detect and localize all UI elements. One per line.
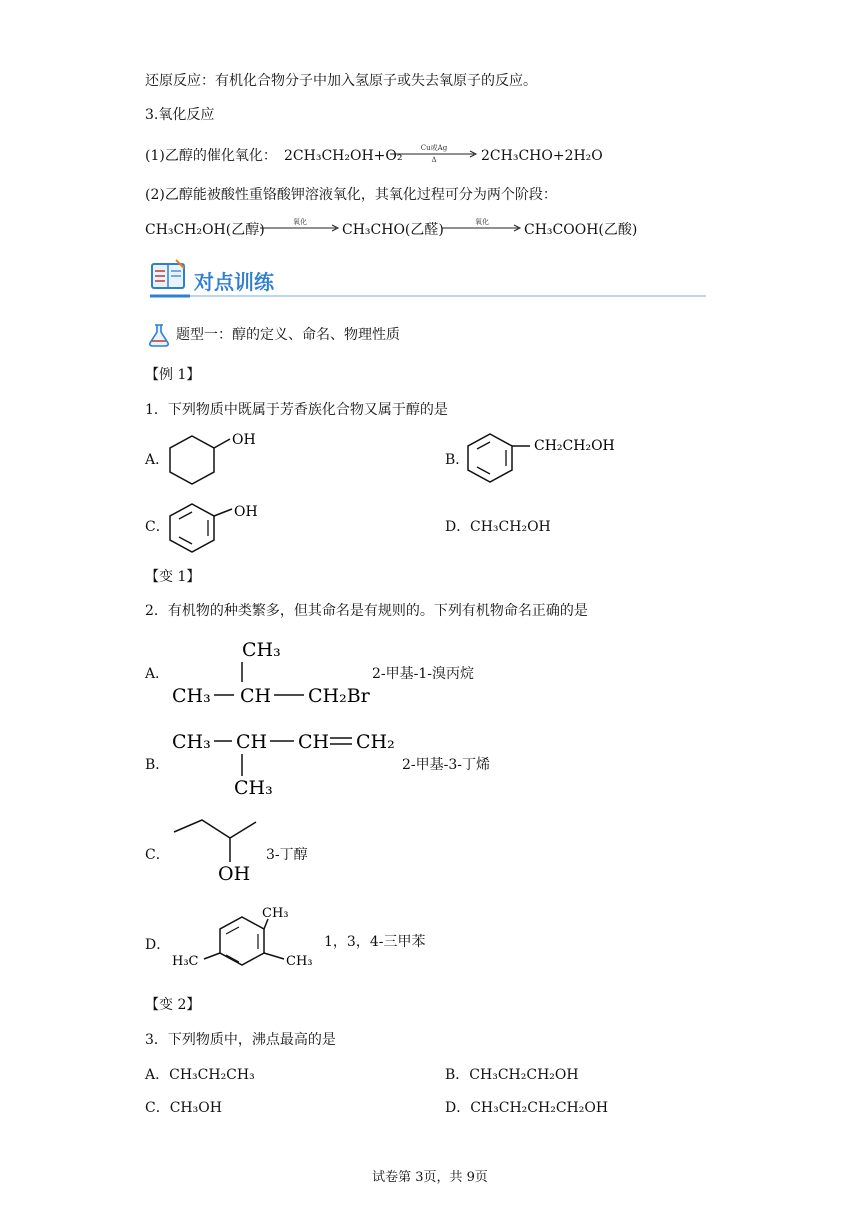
q1-option-c-label: C． (145, 519, 170, 535)
q2-tag: 【变 1】 (145, 569, 201, 585)
q2-option-a-structure (170, 634, 370, 714)
q2-b-ch: CH (236, 731, 268, 753)
q2-option-b-label: B． (145, 757, 170, 773)
q2-option-a-label: A． (145, 666, 170, 682)
q2-option-c-structure (170, 812, 265, 884)
q3-option-c: C．CH₃OH (145, 1100, 222, 1116)
phenylethanol-structure (464, 428, 624, 490)
q2-option-b-name: 2-甲基-3-丁烯 (402, 757, 491, 773)
ethanol-label: CH₃CH₂OH(乙醇) (145, 222, 265, 238)
q1-option-a-label: A． (145, 452, 170, 468)
q2-d-h3c: H₃C (172, 954, 199, 969)
q3-option-b: B．CH₃CH₂CH₂OH (445, 1067, 579, 1083)
q2-a-ch2br: CH₂Br (308, 685, 370, 707)
eq1-condition-bottom: Δ (431, 156, 437, 164)
q3-option-a: A．CH₃CH₂CH₃ (145, 1067, 255, 1083)
q2-option-c-label: C． (145, 847, 170, 863)
q3-stem: 3．下列物质中，沸点最高的是 (145, 1032, 336, 1048)
oxidation-arrow-1-label: 氧化 (293, 218, 307, 226)
q1-option-d-label: D． (445, 519, 471, 535)
q2-option-c-name: 3-丁醇 (266, 847, 308, 863)
q3-tag: 【变 2】 (145, 997, 201, 1013)
q2-option-b-structure (170, 724, 400, 804)
q2-b-ch3: CH₃ (172, 731, 211, 753)
section-oxidation-title: 3.氧化反应 (145, 107, 215, 123)
phenol-oh: OH (234, 504, 258, 520)
q1-option-b-label: B． (445, 452, 470, 468)
q2-option-d-structure (170, 903, 322, 975)
q2-stem: 2．有机物的种类繁多，但其命名是有规则的。下列有机物命名正确的是 (145, 603, 588, 619)
q2-a-ch: CH (240, 685, 272, 707)
topic-label: 题型一：醇的定义、命名、物理性质 (176, 327, 400, 343)
q2-a-ch3-top: CH₃ (242, 639, 281, 661)
flask-icon (146, 322, 172, 348)
reduction-definition: 还原反应：有机化合物分子中加入氢原子或失去氧原子的反应。 (145, 73, 537, 89)
q1-option-d-text: CH₃CH₂OH (470, 519, 551, 535)
eq1-prefix: (1)乙醇的催化氧化： (145, 148, 277, 164)
q2-d-ch3-right: CH₃ (286, 954, 313, 969)
oxidation-arrow-2 (442, 218, 522, 238)
q1-tag: 【例 1】 (145, 367, 201, 383)
eq1-condition-top: Cu或Ag (420, 144, 448, 152)
q2-d-ch3-top: CH₃ (262, 906, 289, 921)
phenylethanol-group: CH₂CH₂OH (534, 438, 615, 454)
cyclohexanol-oh: OH (232, 432, 256, 448)
q3-option-d: D．CH₃CH₂CH₂CH₂OH (445, 1100, 609, 1116)
eq1-arrow (390, 144, 478, 168)
q2-option-d-name: 1，3，4-三甲苯 (324, 934, 426, 950)
q2-option-d-label: D． (145, 937, 171, 953)
eq1-reactants: 2CH₃CH₂OH+O₂ (284, 148, 403, 164)
q2-b-ch-b: CH (298, 731, 330, 753)
q2-c-oh: OH (218, 863, 251, 884)
q2-a-ch3: CH₃ (172, 685, 211, 707)
page-footer: 试卷第 3页，共 9页 (372, 1170, 488, 1185)
q1-stem: 1．下列物质中既属于芳香族化合物又属于醇的是 (145, 402, 448, 418)
q2-b-ch2: CH₂ (356, 731, 395, 753)
eq1-products: 2CH₃CHO+2H₂O (481, 148, 603, 164)
section-title: 对点训练 (194, 270, 274, 294)
acetic-acid-label: CH₃COOH(乙酸) (524, 222, 638, 238)
eq2-description: (2)乙醇能被酸性重铬酸钾溶液氧化，其氧化过程可分为两个阶段： (145, 187, 557, 203)
phenol-structure (166, 498, 276, 558)
oxidation-arrow-2-label: 氧化 (475, 218, 489, 226)
q2-b-ch3-bottom: CH₃ (234, 777, 273, 799)
q2-option-a-name: 2-甲基-1-溴丙烷 (372, 666, 475, 682)
cyclohexanol-structure (166, 430, 256, 490)
book-icon (152, 260, 184, 288)
acetaldehyde-label: CH₃CHO(乙醛) (342, 222, 444, 238)
oxidation-arrow-1 (260, 218, 340, 238)
